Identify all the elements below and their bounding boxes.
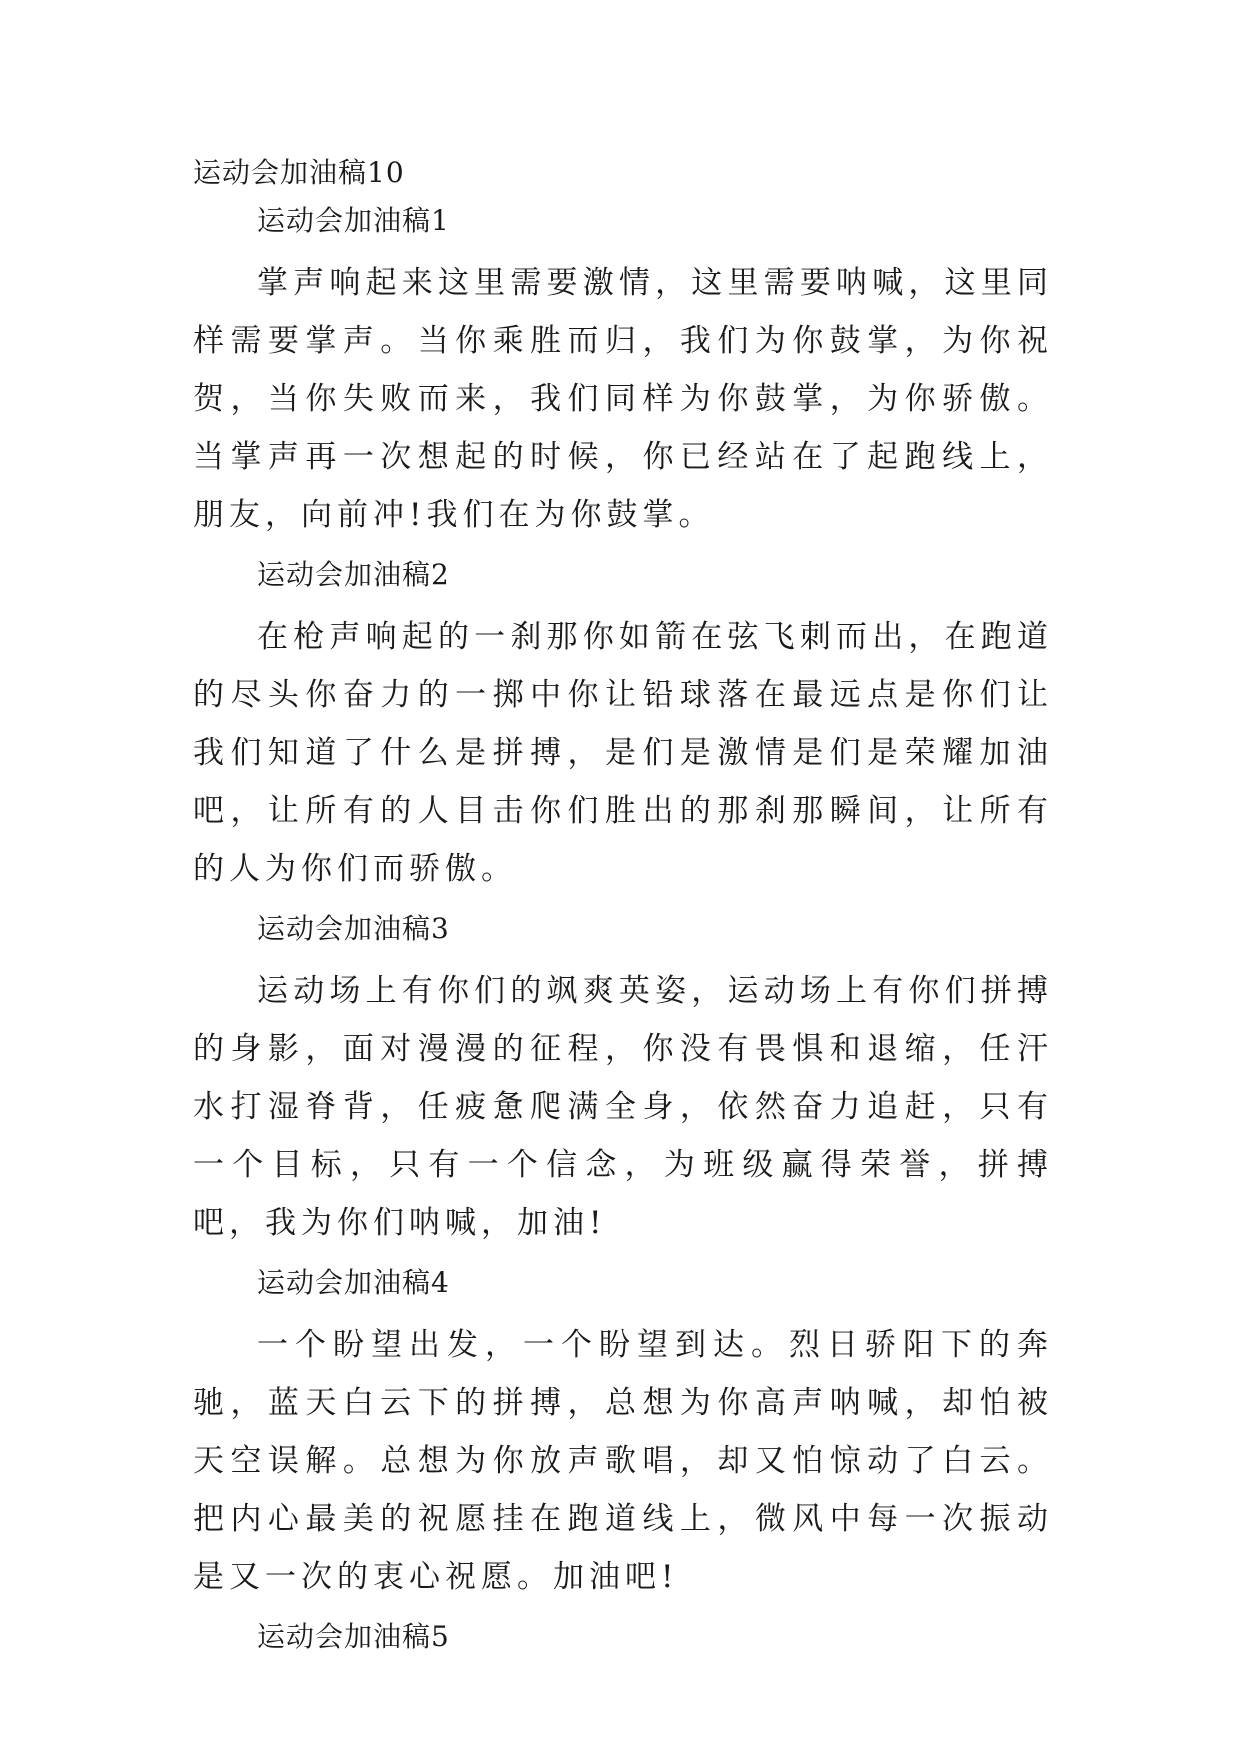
section-heading: 运动会加油稿4 bbox=[257, 1266, 450, 1299]
section-heading: 运动会加油稿2 bbox=[257, 558, 450, 591]
section-paragraph: 在枪声响起的一刹那你如箭在弦飞刺而出，在跑道的尽头你奋力的一掷中你让铅球落在最远点是你们让我们知道了什么是拼搏，是们是激情是们是荣耀加油吧，让所有的人目击你们胜出的那刹那瞬间，让所有的人为你们而骄傲。 bbox=[193, 619, 1053, 887]
section-1 bbox=[193, 198, 1053, 544]
section-4 bbox=[193, 1260, 1053, 1606]
section-5 bbox=[193, 1614, 1053, 1660]
section-heading: 运动会加油稿3 bbox=[257, 912, 450, 945]
section-heading: 运动会加油稿5 bbox=[257, 1620, 450, 1653]
section-paragraph: 一个盼望出发，一个盼望到达。烈日骄阳下的奔驰，蓝天白云下的拼搏，总想为你高声呐喊，却怕被天空误解。总想为你放声歌唱，却又怕惊动了白云。把内心最美的祝愿挂在跑道线上，微风中每一次振动是又一次的衷心祝愿。加油吧! bbox=[193, 1327, 1053, 1595]
section-paragraph: 运动场上有你们的飒爽英姿，运动场上有你们拼搏的身影，面对漫漫的征程，你没有畏惧和退缩，任汗水打湿脊背，任疲惫爬满全身，依然奋力追赶，只有一个目标，只有一个信念，为班级赢得荣誉，拼搏吧，我为你们呐喊，加油! bbox=[193, 973, 1053, 1241]
section-heading: 运动会加油稿1 bbox=[257, 204, 450, 237]
section-3 bbox=[193, 906, 1053, 1252]
document-page bbox=[193, 150, 1053, 1670]
section-paragraph: 掌声响起来这里需要激情，这里需要呐喊，这里同样需要掌声。当你乘胜而归，我们为你鼓掌，为你祝贺，当你失败而来，我们同样为你鼓掌，为你骄傲。当掌声再一次想起的时候，你已经站在了起跑线上，朋友，向前冲!我们在为你鼓掌。 bbox=[193, 265, 1053, 533]
document-title: 运动会加油稿10 bbox=[193, 156, 405, 189]
section-2 bbox=[193, 552, 1053, 898]
